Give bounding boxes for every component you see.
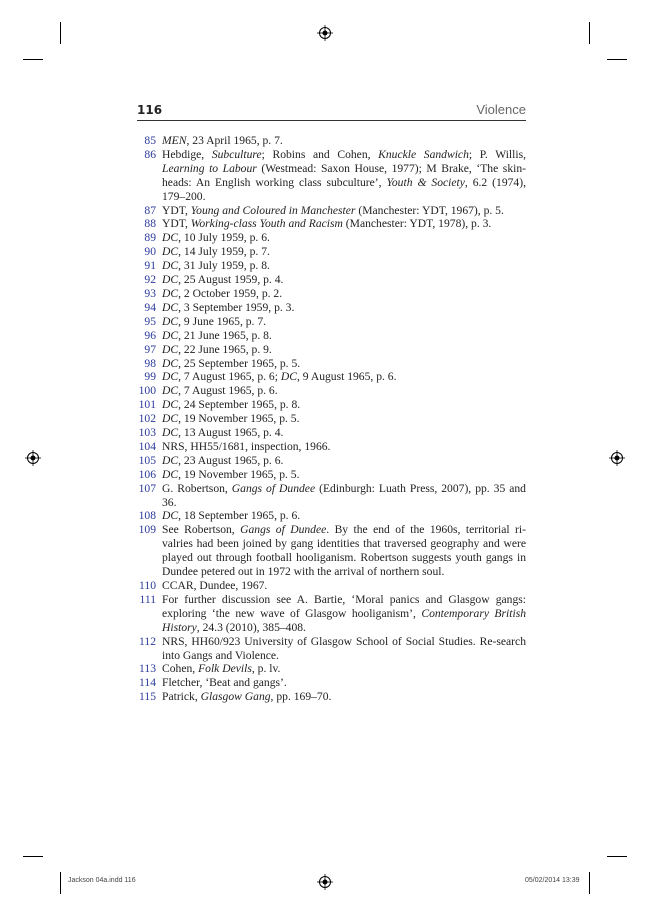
endnote-item [137,454,526,468]
endnote-item [137,426,526,440]
slug-file-info: Jackson 04a.indd 116 [68,877,136,884]
endnote-number[interactable]: 110 [139,579,156,592]
endnote-item [137,593,526,635]
endnote-text: See Robertson, Gangs of Dundee. By the end of the 1960s, territorial ri-valries had been joined by gang identities that traversed geography and were played out through football hooliganism. Robertson suggests youth gangs in Dundee petered out in 1972 with the arrival of northern soul. [162,523,526,579]
endnote-text: DC, 25 August 1959, p. 4. [162,273,284,287]
endnote-item [137,579,526,593]
endnote-text: DC, 9 June 1965, p. 7. [162,314,267,328]
endnote-number[interactable]: 87 [144,203,156,217]
endnote-text: DC, 7 August 1965, p. 6. [162,384,278,398]
endnote-text: DC, 22 June 1965, p. 9. [162,342,272,356]
endnote-item [137,690,526,704]
endnotes-list [137,134,526,704]
endnote-text: DC, 13 August 1965, p. 4. [162,426,284,440]
endnote-item [137,357,526,371]
endnote-text: DC, 14 July 1959, p. 7. [162,245,270,259]
endnote-text: DC, 2 October 1959, p. 2. [162,286,283,300]
endnote-number[interactable]: 112 [139,634,156,648]
endnote-item [137,231,526,245]
endnote-text: DC, 19 November 1965, p. 5. [162,412,300,426]
endnote-text: DC, 25 September 1965, p. 5. [162,356,301,370]
endnote-number[interactable]: 88 [144,217,156,231]
crop-mark [60,22,61,44]
endnote-text: DC, 23 August 1965, p. 6. [162,453,284,467]
endnote-number[interactable]: 97 [144,342,156,356]
endnote-number[interactable]: 94 [144,300,156,314]
endnote-item [137,245,526,259]
endnote-text: NRS, HH55/1681, inspection, 1966. [162,439,331,453]
crop-mark [23,856,43,857]
endnote-number[interactable]: 91 [144,259,156,273]
endnote-text: YDT, Working-class Youth and Racism (Manchester: YDT, 1978), p. 3. [162,217,492,231]
endnote-number[interactable]: 98 [144,356,156,370]
slug-datetime: 05/02/2014 13:39 [525,877,580,884]
endnote-item [137,523,526,579]
endnote-text: DC, 24 September 1965, p. 8. [162,398,301,412]
endnote-item [137,204,526,218]
endnote-text: DC, 19 November 1965, p. 5. [162,467,300,481]
endnote-text: G. Robertson, Gangs of Dundee (Edinburgh: Luath Press, 2007), pp. 35 and 36. [162,481,526,509]
running-title: Violence [476,102,526,117]
endnote-text: YDT, Young and Coloured in Manchester (Manchester: YDT, 1967), p. 5. [162,203,504,217]
endnote-number[interactable]: 102 [138,412,156,426]
endnote-item [137,217,526,231]
endnote-text: Hebdige, Subculture; Robins and Cohen, Knuckle Sandwich; P. Willis, Learning to Labour (Westmead: Saxon House, 1977); M Brake, ‘The skin-heads: An English working class subculture’, Youth & Society, 6.2 (1974), 179–200. [162,147,526,203]
endnote-number[interactable]: 85 [144,134,156,147]
endnote-number[interactable]: 111 [139,592,156,606]
endnote-number[interactable]: 113 [139,662,156,676]
endnote-number[interactable]: 115 [139,690,156,704]
endnote-number[interactable]: 92 [144,273,156,287]
endnote-number[interactable]: 105 [138,453,156,467]
endnote-item [137,287,526,301]
endnote-item [137,482,526,510]
endnote-number[interactable]: 96 [144,328,156,342]
endnote-number[interactable]: 107 [138,481,156,495]
crop-mark [607,856,627,857]
endnote-number[interactable]: 109 [138,523,156,537]
endnote-number[interactable]: 93 [144,286,156,300]
crop-mark [23,59,43,60]
crop-mark [60,872,61,894]
endnote-text: Cohen, Folk Devils, p. lv. [162,662,281,676]
endnote-number[interactable]: 95 [144,314,156,328]
endnote-item [137,662,526,676]
endnote-text: DC, 3 September 1959, p. 3. [162,300,295,314]
endnote-item [137,398,526,412]
running-header [137,103,526,121]
crop-mark [589,22,590,44]
endnote-item [137,370,526,384]
endnote-text: DC, 31 July 1959, p. 8. [162,259,270,273]
registration-mark-icon [25,450,41,466]
registration-mark-icon [609,450,625,466]
endnote-item [137,412,526,426]
endnote-item [137,148,526,204]
endnote-text: DC, 21 June 1965, p. 8. [162,328,272,342]
endnote-number[interactable]: 100 [138,384,156,398]
endnote-number[interactable]: 101 [138,398,156,412]
endnote-number[interactable]: 103 [138,426,156,440]
registration-mark-icon [317,25,333,41]
endnote-item [137,635,526,663]
endnote-item [137,676,526,690]
endnote-item [137,315,526,329]
endnote-number[interactable]: 99 [144,370,156,384]
endnote-item [137,509,526,523]
page-number: 116 [137,103,163,117]
endnote-item [137,343,526,357]
endnote-text: DC, 10 July 1959, p. 6. [162,231,270,245]
endnote-item [137,273,526,287]
endnote-item [137,134,526,148]
endnote-number[interactable]: 86 [144,147,156,161]
crop-mark [607,59,627,60]
endnote-number[interactable]: 108 [138,509,156,523]
endnote-text: DC, 18 September 1965, p. 6. [162,509,301,523]
endnote-item [137,301,526,315]
endnote-text: CCAR, Dundee, 1967. [162,579,268,592]
endnote-text: For further discussion see A. Bartie, ‘Moral panics and Glasgow gangs: exploring ‘the new wave of Glasgow hooliganism’, Contemporary British History, 24.3 (2010), 385–408. [162,592,527,634]
crop-mark [589,872,590,894]
endnote-item [137,259,526,273]
endnote-text: Patrick, Glasgow Gang, pp. 169–70. [162,690,332,704]
endnote-number[interactable]: 114 [139,676,156,690]
endnote-number[interactable]: 104 [138,439,156,453]
endnote-item [137,384,526,398]
endnote-number[interactable]: 89 [144,231,156,245]
registration-mark-icon [317,874,333,890]
endnote-number[interactable]: 106 [138,467,156,481]
endnote-item [137,329,526,343]
endnote-item [137,440,526,454]
endnote-text: DC, 7 August 1965, p. 6; DC, 9 August 1965, p. 6. [162,370,397,384]
endnote-text: MEN, 23 April 1965, p. 7. [162,134,283,147]
endnote-item [137,468,526,482]
endnote-number[interactable]: 90 [144,245,156,259]
endnote-text: NRS, HH60/923 University of Glasgow School of Social Studies. Re-search into Gangs and Violence. [162,634,526,662]
endnote-text: Fletcher, ‘Beat and gangs’. [162,676,287,690]
